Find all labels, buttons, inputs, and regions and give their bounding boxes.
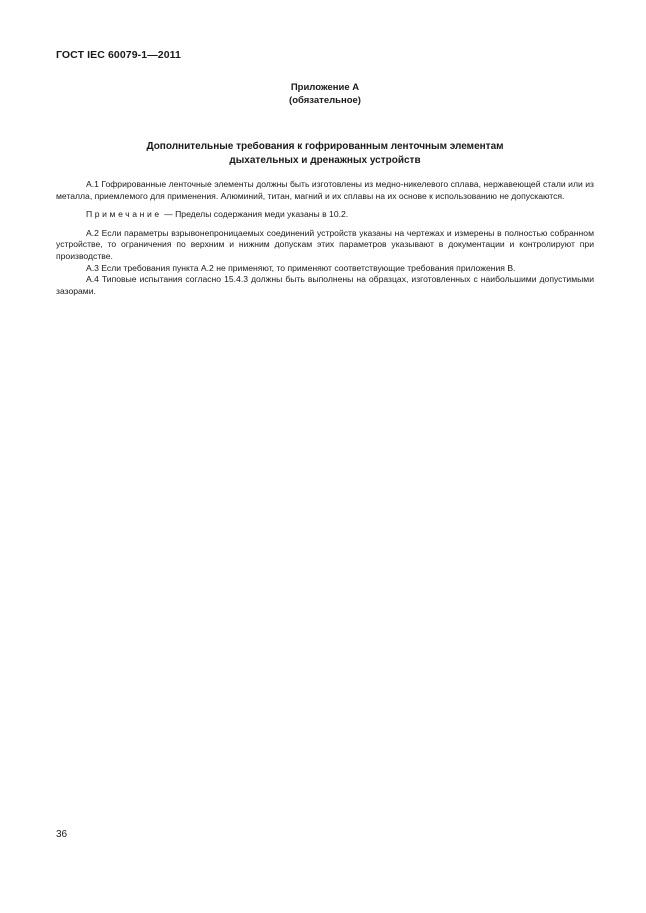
annex-label: Приложение А	[290, 82, 360, 93]
annex-heading	[56, 81, 594, 107]
clause-a1: А.1 Гофрированные ленточные элементы должны быть изготовлены из медно-никелевого сплава, нержавеющей стали или из металла, приемлемого для применения. Алюминий, титан, магний и их сплавы на их основе к использованию не допускаются.	[56, 179, 594, 201]
clause-a2: А.2 Если параметры взрывонепроницаемых соединений устройств указаны на чертежах и измерены в полностью собранном устройстве, то ограничения по верхним и нижним допускам этих параметров указывают в документации и контролируют при производстве.	[56, 227, 594, 261]
note-label: Примечание	[86, 209, 162, 220]
note-paragraph	[56, 209, 594, 221]
annex-body	[56, 179, 594, 297]
note-text: — Пределы содержания меди указаны в 10.2.	[161, 209, 349, 220]
clause-a3: А.3 Если требования пункта А.2 не применяют, то применяют соответствующие требования приложения В.	[86, 262, 516, 273]
document-code: ГОСТ IEC 60079-1—2011	[56, 49, 181, 61]
page-number: 36	[56, 829, 68, 840]
annex-status: (обязательное)	[289, 95, 361, 106]
clause-a4: А.4 Типовые испытания согласно 15.4.3 должны быть выполнены на образцах, изготовленных с наибольшими допустимыми зазорами.	[56, 274, 594, 296]
annex-title-line-1: Дополнительные требования к гофрированным ленточным элементам	[146, 141, 504, 152]
annex-title	[56, 140, 594, 168]
annex-title-line-2: дыхательных и дренажных устройств	[229, 155, 421, 166]
